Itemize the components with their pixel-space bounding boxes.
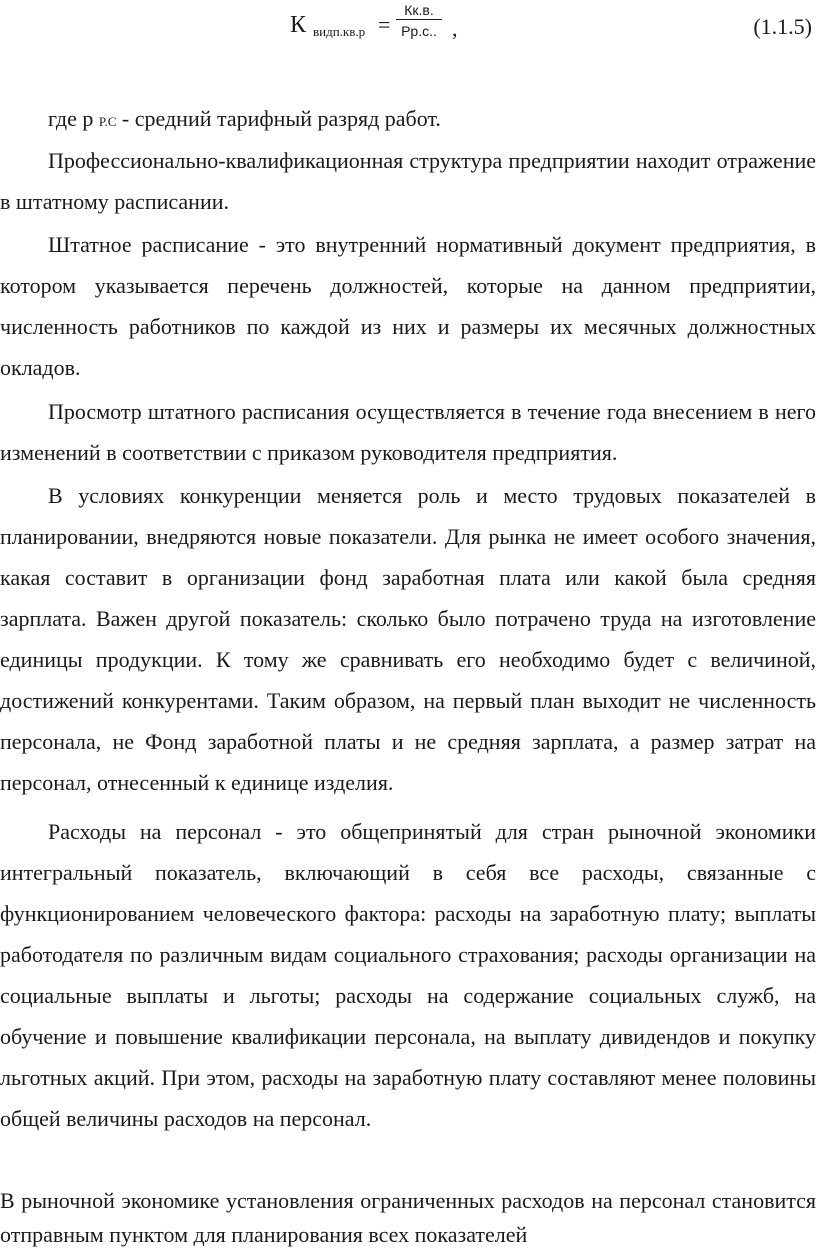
formula-denominator: Рр.с.. xyxy=(401,23,437,39)
paragraph-market-economy: В рыночной экономике установления ограниченных расходов на персонал становится отправным пунктом для планирования всех показателей xyxy=(0,1188,816,1247)
formula-fraction xyxy=(396,2,442,39)
paragraph-staff-schedule: Штатное расписание - это внутренний нормативный документ предприятия, в котором указывается перечень должностей, которые на данном предприятии, численность работников по каждой из них и размеры их месячных должностных окладов. xyxy=(0,232,816,380)
where-prefix: где р xyxy=(48,106,99,131)
where-subscript: Р.С xyxy=(98,114,117,129)
formula-block xyxy=(0,0,816,70)
where-rest: - средний тарифный разряд работ. xyxy=(116,106,441,131)
formula-number: (1.1.5) xyxy=(753,14,812,39)
formula-lhs-symbol: К xyxy=(290,12,307,38)
formula-equals-sign: = xyxy=(378,12,391,37)
paragraph-personnel-expenses: Расходы на персонал - это общепринятый для стран рыночной экономики интегральный показатель, включающий в себя все расходы, связанные с функционированием человеческого фактора: расходы на заработную плату; выплаты работодателя по различным видам социального страхования; расходы организации на социальные выплаты и льготы; расходы на содержание социальных служб, на обучение и повышение квалификации персонала, на выплату дивидендов и покупку льготных акций. При этом, расходы на заработную плату составляют менее половины общей величины расходов на персонал. xyxy=(0,819,816,1131)
where-line xyxy=(0,98,816,142)
formula-comma: , xyxy=(452,16,458,41)
paragraph-competition: В условиях конкуренции меняется роль и место трудовых показателей в планировании, внедряются новые показатели. Для рынка не имеет особого значения, какая составит в организации фонд заработная плата или какой была средняя зарплата. Важен другой показатель: сколько было потрачено труда на изготовление единицы продукции. К тому же сравнивать его необходимо будет с величиной, достижений конкурентами. Таким образом, на первый план выходит не численность персонала, не Фонд заработной платы и не средняя зарплата, а размер затрат на персонал, отнесенный к единице изделия. xyxy=(0,483,816,795)
paragraph-structure: Профессионально-квалификационная структура предприятии находит отражение в штатному расписании. xyxy=(0,148,816,214)
formula-numerator: Кк.в. xyxy=(396,2,442,20)
formula-lhs-subscript: видп.кв.р xyxy=(313,24,366,39)
paragraph-schedule-review: Просмотр штатного расписания осуществляется в течение года внесением в него изменений в соответствии с приказом руководителя предприятия. xyxy=(0,399,816,465)
